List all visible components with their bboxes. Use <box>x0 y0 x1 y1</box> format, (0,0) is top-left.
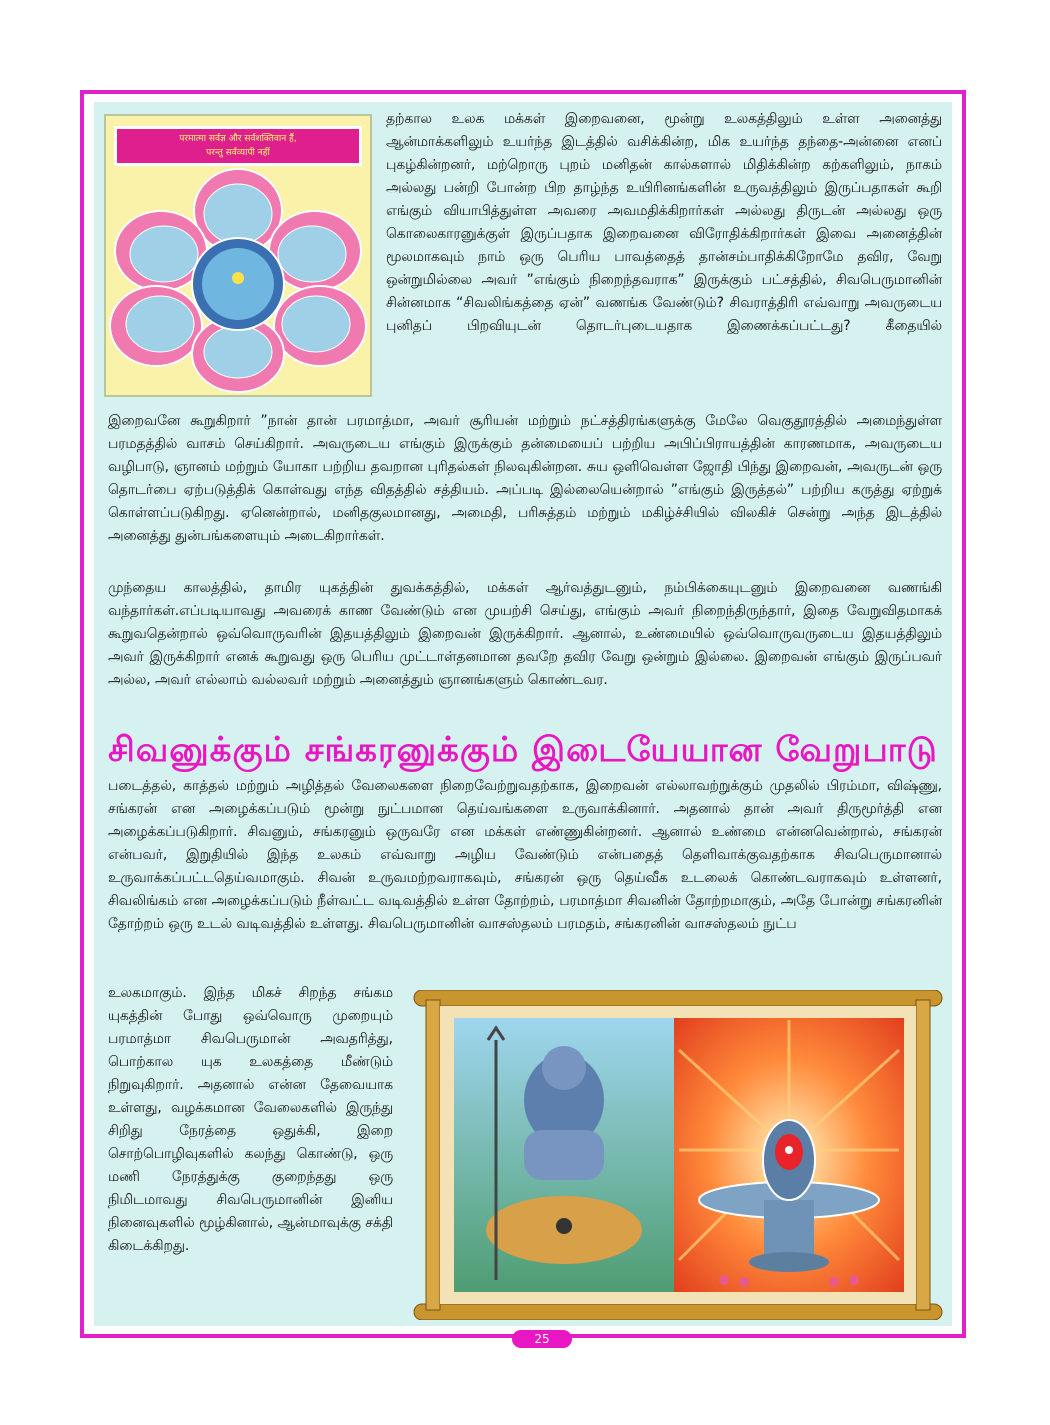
section-paragraph: படைத்தல், காத்தல் மற்றும் அழித்தல் வேலைகளை நிறைவேற்றுவதற்காக, இறைவன் எல்லாவற்றுக்கும் முதலில் பிரம்மா, விஷ்ணு, சங்கரன் என அழைக்கப்படும் மூன்று நுட்பமான தெய்வங்களை உருவாக்கினார். அதனால் தான் அவர் திருமூர்த்தி என அழைக்கப்படுகிறார். சிவனும், சங்கரனும் ஒருவரே என மக்கள் எண்ணுகின்றனர். ஆனால் உண்மை என்னவென்றால், சங்கரன் என்பவர், இறுதியில் இந்த உலகம் எவ்வாறு அழிய வேண்டும் என்பதைத் தெளிவாக்குவதற்காக சிவபெருமானால் உருவாக்கப்பட்டதெய்வமாகும். சிவன் உருவமற்றவராகவும், சங்கரன் ஒரு தெய்வீக உடலைக் கொண்டவராகவும் உள்ளனர், சிவலிங்கம் என அழைக்கப்படும் நீள்வட்ட வடிவத்தில் உள்ள தோற்றம், பரமாத்மா சிவனின் தோற்றமாகும், அதே போன்று சங்கரனின் தோற்றம் ஒரு உடல் வடிவத்தில் உள்ளது. சிவபெருமானின் வாசஸ்தலம் பரமதம், சங்கரனின் வாசஸ்தலம் நுட்ப <box>108 778 942 932</box>
banner-line-2: परन्तु सर्वव्यापी नहीं <box>206 148 270 158</box>
shiva-scroll-illustration <box>404 990 952 1320</box>
page-content <box>94 102 952 1346</box>
page-number: 25 <box>512 1330 572 1348</box>
section-heading: சிவனுக்கும் சங்கரனுக்கும் இடையேயான வேறுபாடு <box>108 730 938 770</box>
hindi-banner <box>114 126 362 166</box>
intro-paragraph: தற்கால உலக மக்கள் இறைவனை, மூன்று உலகத்திலும் உள்ள அனைத்து ஆன்மாக்களிலும் உயர்ந்த இடத்தில் வசிக்கின்ற, மிக உயர்ந்த தந்தை-அன்னை எனப் புகழ்கின்றனர், மற்றொரு புறம் மனிதன் கால்களால் மிதிக்கின்ற கற்களிலும், நாகம் அல்லது பன்றி போன்ற பிற தாழ்ந்த உயிரினங்களின் உருவத்திலும் இருப்பதாகள் கூறி எங்கும் வியாபித்துள்ள அவரை அவமதிக்கிறார்கள் அல்லது திருடன் அல்லது ஒரு கொலைகாரனுக்குள் இருப்பதாக இறைவனை விரோதிக்கிறார்கள் இவை அனைத்தின் மூலமாகவும் நாம் ஒரு பெரிய பாவத்தைத் தான்சம்பாதிக்கிறோமே தவிர, வேறு ஒன்றுமில்லை அவர் ”எங்கும் நிறைந்தவராக” இருக்கும் பட்சத்தில், சிவபெருமானின் சின்னமாக “சிவலிங்கத்தை ஏன்” வணங்க வேண்டும்? சிவராத்திரி எவ்வாறு அவருடைய புனிதப் பிறவியுடன் தொடர்புடையதாக இணைக்கப்பட்டது? கீதையில் <box>386 111 942 334</box>
page-frame <box>80 90 966 1346</box>
paragraph-2: முந்தைய காலத்தில், தாமிர யுகத்தின் துவக்கத்தில், மக்கள் ஆர்வத்துடனும், நம்பிக்கையுடனும் இறைவனை வணங்கி வந்தார்கள்.எப்படியாவது அவரைக் காண வேண்டும் என முயற்சி செய்து, எங்கும் அவர் நிறைந்திருந்தார், இதை வேறுவிதமாகக் கூறுவதென்றால் ஒவ்வொருவரின் இதயத்திலும் இறைவன் இருக்கிறார். ஆனால், உண்மையில் ஒவ்வொருவருடைய இதயத்திலும் அவர் இருக்கிறார் எனக் கூறுவது ஒரு பெரிய முட்டாள்தனமான தவறே தவிர வேறு ஒன்றும் இல்லை. இறைவன் எங்கும் இருப்பவர் அல்ல, அவர் எல்லாம் வல்லவர் மற்றும் அனைத்தும் ஞானங்களும் கொண்டவர. <box>108 580 942 688</box>
left-column-paragraph: உலகமாகும். இந்த மிகச் சிறந்த சங்கம யுகத்தின் போது ஒவ்வொரு முறையும் பரமாத்மா சிவபெருமான் அவதரித்து, பொற்கால யுக உலகத்தை மீண்டும் நிறுவுகிறார். அதனால் என்ன தேவையாக உள்ளது, வழக்கமான வேலைகளில் இருந்து சிறிது நேரத்தை ஒதுக்கி, இறை சொற்பொழிவுகளில் கலந்து கொண்டு, ஒரு மணி நேரத்துக்கு குறைந்தது ஒரு நிமிடமாவது சிவபெருமானின் இனிய நினைவுகளில் மூழ்கினால், ஆன்மாவுக்கு சக்தி கிடைக்கிறது. <box>108 985 393 1254</box>
banner-line-1: परमात्मा सर्वज्ञ और सर्वशक्तिवान हैं, <box>179 134 297 144</box>
intro-continuation: இறைவனே கூறுகிறார் ”நான் தான் பரமாத்மா, அவர் சூரியன் மற்றும் நட்சத்திரங்களுக்கு மேலே வெகுதூரத்தில் அமைந்துள்ள பரமதத்தில் வாசம் செய்கிறார். அவருடைய எங்கும் இருக்கும் தன்மையைப் பற்றிய அபிப்பிராயத்தின் காரணமாக, அவருடைய வழிபாடு, ஞானம் மற்றும் யோகா பற்றிய தவறான புரிதல்கள் நிலவுகின்றன. சுய ஒளிவெள்ள ஜோதி பிந்து இறைவன், அவருடன் ஒரு தொடர்பை ஏற்படுத்திக் கொள்வது எந்த விதத்தில் சத்தியம். அப்படி இல்லையென்றால் ”எங்கும் இருத்தல்” பற்றிய கருத்து ஏற்றுக் கொள்ளப்படுகிறது. ஏனென்றால், மனிதகுலமானது, அமைதி, பரிசுத்தம் மற்றும் மகிழ்ச்சியில் விலகிச் சென்று அந்த இடத்தில் அனைத்து துன்பங்களையும் அடைகிறார்கள். <box>108 413 942 544</box>
lotus-diagram <box>106 166 370 396</box>
lotus-illustration <box>104 114 372 397</box>
